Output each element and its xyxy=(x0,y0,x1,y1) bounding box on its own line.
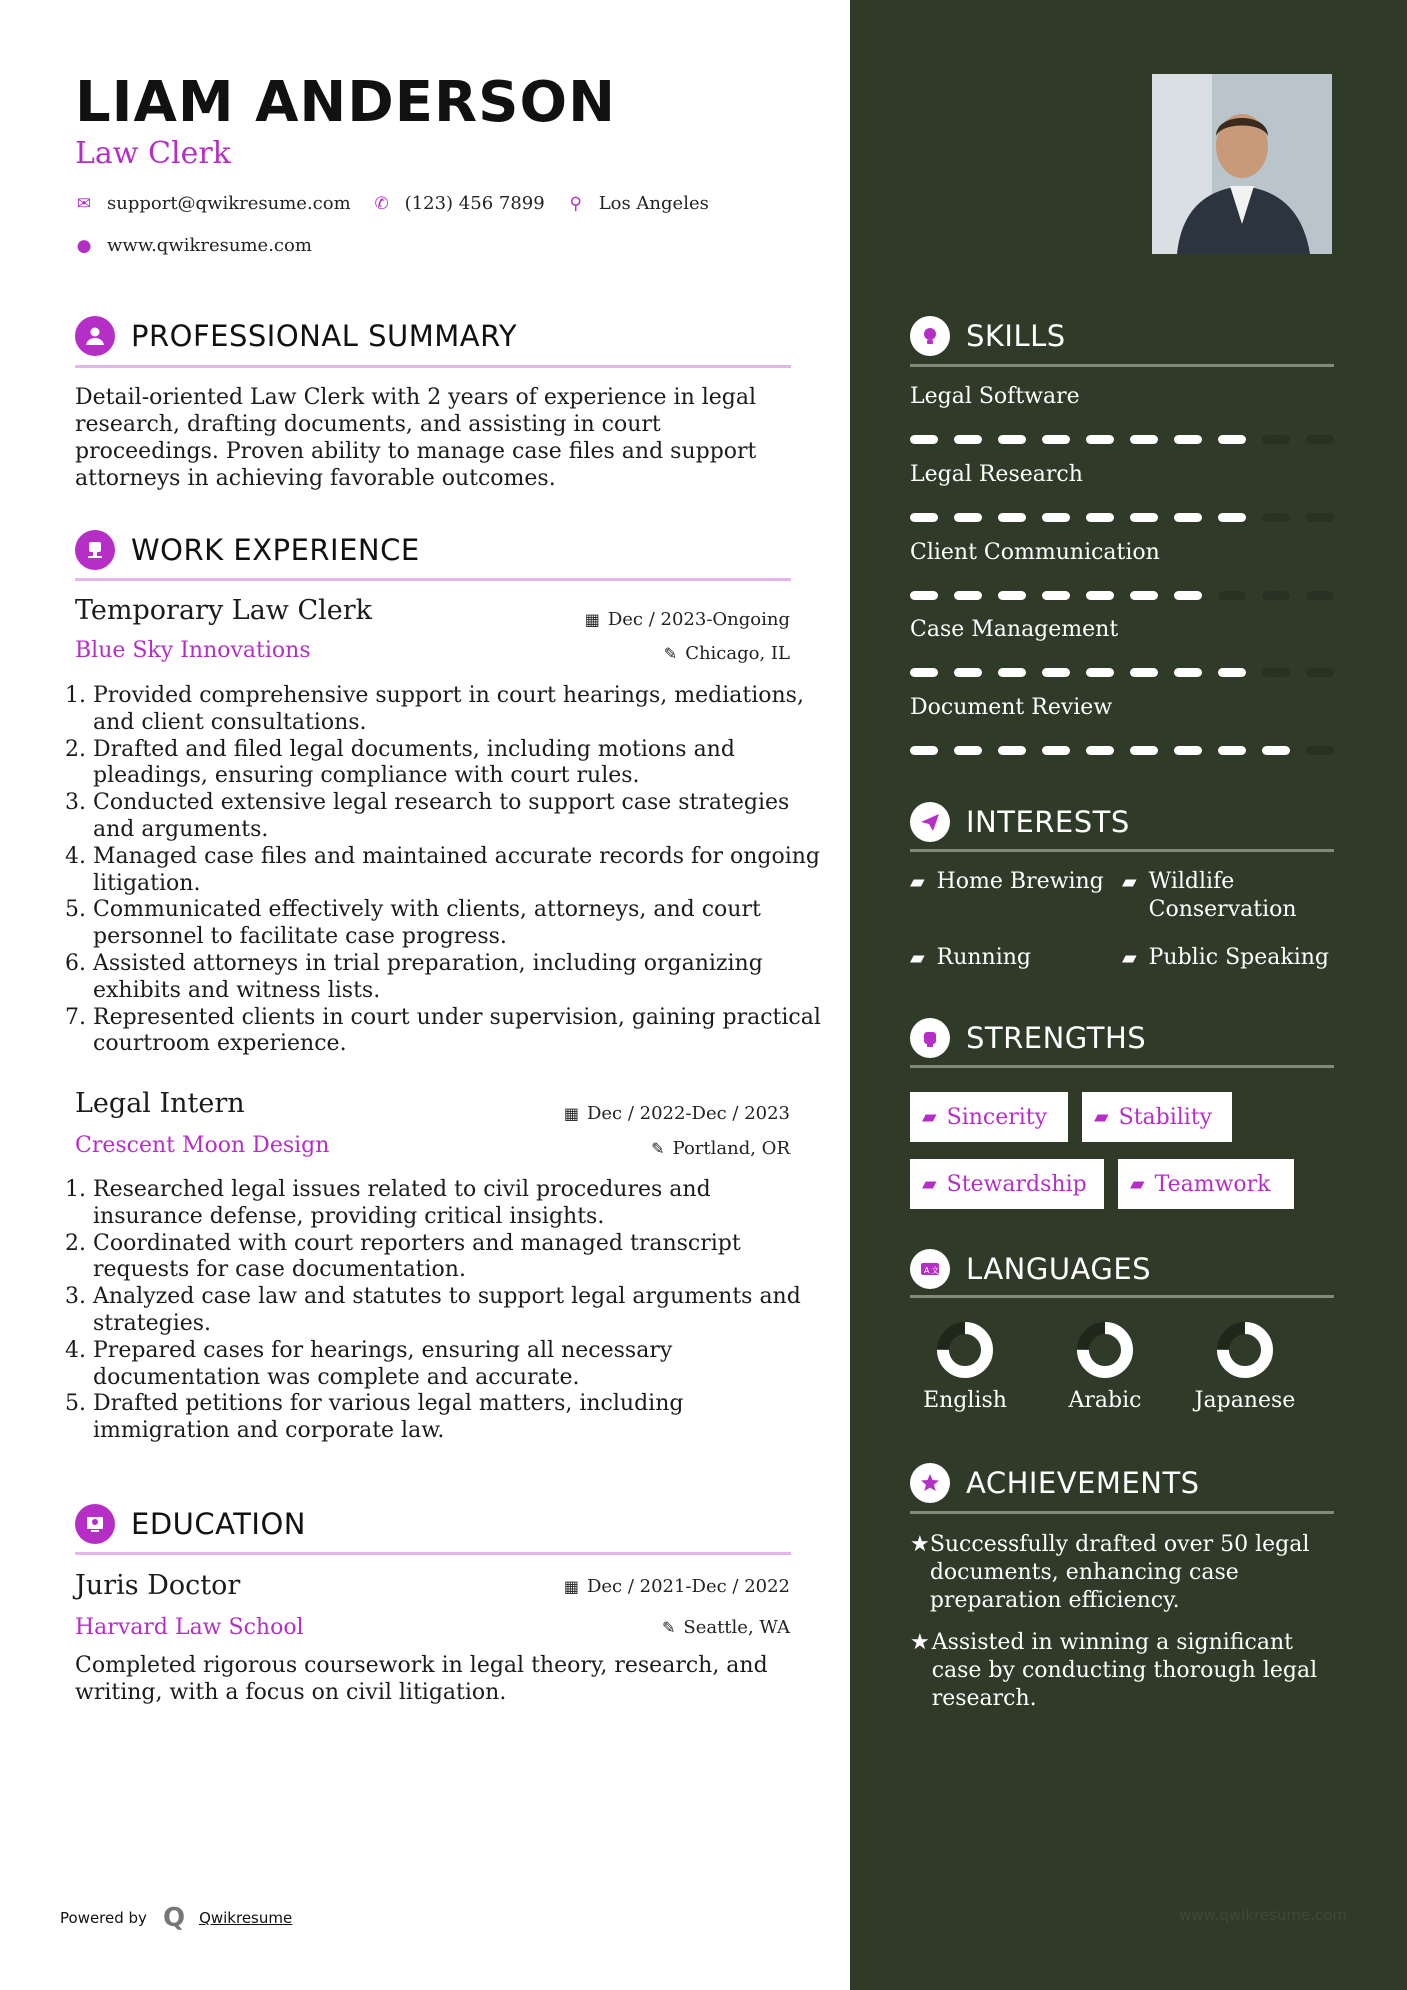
email[interactable]: support@qwikresume.com xyxy=(107,193,351,214)
list-item: 3. Conducted extensive legal research to support case strategies and arguments. xyxy=(93,790,823,844)
location-pin-icon: ⚲ xyxy=(569,193,582,214)
list-item: 3. Analyzed case law and statutes to support legal arguments and strategies. xyxy=(93,1284,823,1338)
book-icon: ▰ xyxy=(1094,1106,1109,1128)
skill-dash-filled xyxy=(1174,746,1202,755)
globe-icon: ● xyxy=(76,235,92,256)
skill-dash-filled xyxy=(1218,435,1246,444)
calendar-icon: ▦ xyxy=(563,1577,579,1596)
job-company: Crescent Moon Design xyxy=(75,1133,330,1158)
job-date: ▦ Dec / 2023-Ongoing xyxy=(584,609,790,630)
website[interactable]: www.qwikresume.com xyxy=(107,235,312,256)
language-level-ring xyxy=(1215,1320,1275,1380)
footer-site[interactable]: www.qwikresume.com xyxy=(1179,1906,1347,1924)
skill-dash-empty xyxy=(1262,668,1290,677)
user-icon xyxy=(75,316,115,356)
skill-dash-filled xyxy=(1042,513,1070,522)
education-heading xyxy=(75,1504,306,1544)
skill-dash-filled xyxy=(954,591,982,600)
languages-divider xyxy=(910,1295,1334,1298)
skill-dash-filled xyxy=(1130,591,1158,600)
skill-dash-filled xyxy=(998,513,1026,522)
list-item: 7. Represented clients in court under supervision, gaining practical courtroom experience. xyxy=(93,1005,823,1059)
skill-dash-filled xyxy=(1174,435,1202,444)
list-item: ★ Assisted in winning a significant case by conducting thorough legal research. xyxy=(910,1630,1318,1711)
skill-dash-filled xyxy=(954,746,982,755)
skill-dash-filled xyxy=(1086,435,1114,444)
skill-dash-filled xyxy=(1174,513,1202,522)
powered-label: Powered by xyxy=(60,1909,147,1927)
book-icon: ▰ xyxy=(1122,871,1137,893)
phone-icon: ✆ xyxy=(374,193,389,214)
strength-chip: ▰ Stewardship xyxy=(910,1159,1104,1209)
skill-dash-empty xyxy=(1218,591,1246,600)
skill-dash-filled xyxy=(998,746,1026,755)
interests-title: INTERESTS xyxy=(966,805,1130,839)
experience-title: WORK EXPERIENCE xyxy=(131,533,420,567)
list-item: 5. Communicated effectively with clients, attorneys, and court personnel to facilitate case progress. xyxy=(93,897,823,951)
languages-heading xyxy=(910,1249,1151,1289)
svg-text:文: 文 xyxy=(931,1266,939,1275)
calendar-icon: ▦ xyxy=(563,1104,579,1123)
education-location: ✎ Seattle, WA xyxy=(661,1617,790,1638)
strength-chip: ▰ Sincerity xyxy=(910,1092,1068,1142)
skill-dash-filled xyxy=(1086,591,1114,600)
skill-dash-filled xyxy=(1130,668,1158,677)
skills-divider xyxy=(910,364,1334,367)
strengths-title: STRENGTHS xyxy=(966,1021,1147,1055)
pushpin-icon: ✎ xyxy=(663,644,678,663)
education-title: EDUCATION xyxy=(131,1507,307,1541)
job-company: Blue Sky Innovations xyxy=(75,638,311,663)
skill-dash-filled xyxy=(1218,668,1246,677)
skill-dash-filled xyxy=(1086,513,1114,522)
book-icon: ▰ xyxy=(922,1173,937,1195)
skill-level-bar xyxy=(910,513,1334,522)
skill-name: Document Review xyxy=(910,695,1113,720)
book-icon: ▰ xyxy=(910,947,925,969)
skill-dash-filled xyxy=(998,435,1026,444)
language-item xyxy=(910,1320,1020,1413)
skill-name: Client Communication xyxy=(910,540,1160,565)
list-item: 1. Provided comprehensive support in court hearings, mediations, and client consultations. xyxy=(93,683,823,737)
achievements-title: ACHIEVEMENTS xyxy=(966,1466,1200,1500)
skill-dash-filled xyxy=(1042,746,1070,755)
skill-dash-filled xyxy=(1262,746,1290,755)
skill-dash-empty xyxy=(1262,591,1290,600)
briefcase-chair-icon xyxy=(75,530,115,570)
education-date: ▦ Dec / 2021-Dec / 2022 xyxy=(563,1576,790,1597)
list-item: 2. Coordinated with court reporters and managed transcript requests for case documentation. xyxy=(93,1231,823,1285)
qwikresume-logo-icon: Q xyxy=(162,1903,186,1933)
profile-photo xyxy=(1152,74,1332,254)
degree: Juris Doctor xyxy=(75,1570,241,1601)
job-bullets xyxy=(68,1177,823,1445)
interests-heading xyxy=(910,802,1130,842)
languages-title: LANGUAGES xyxy=(966,1252,1152,1286)
education-divider xyxy=(75,1552,791,1555)
paper-plane-icon xyxy=(910,802,950,842)
school: Harvard Law School xyxy=(75,1615,304,1640)
book-icon: ▰ xyxy=(910,871,925,893)
experience-divider xyxy=(75,578,791,581)
skill-dash-filled xyxy=(954,435,982,444)
list-item: 2. Drafted and filed legal documents, including motions and pleadings, ensuring compliance with court rules. xyxy=(93,737,823,791)
candidate-title: Law Clerk xyxy=(75,136,231,171)
skill-dash-filled xyxy=(1086,746,1114,755)
language-name: Japanese xyxy=(1194,1388,1296,1413)
skill-level-bar xyxy=(910,668,1334,677)
skill-level-bar xyxy=(910,435,1334,444)
experience-heading xyxy=(75,530,420,570)
list-item: 5. Drafted petitions for various legal matters, including immigration and corporate law. xyxy=(93,1391,823,1445)
list-item: 4. Managed case files and maintained accurate records for ongoing litigation. xyxy=(93,844,823,898)
skill-dash-empty xyxy=(1262,513,1290,522)
skill-dash-filled xyxy=(1130,435,1158,444)
skill-dash-filled xyxy=(954,513,982,522)
calendar-icon: ▦ xyxy=(584,610,600,629)
skill-dash-filled xyxy=(1174,591,1202,600)
summary-text: Detail-oriented Law Clerk with 2 years of experience in legal research, drafting documents, and assisting in court proceedings. Proven ability to manage case files and support attorneys in achieving favorable outcomes. xyxy=(75,385,757,491)
shooting-star-icon: ★ xyxy=(910,1630,930,1655)
website-row xyxy=(75,235,312,256)
list-item: ▰ Wildlife Conservation xyxy=(1122,869,1297,922)
skill-dash-empty xyxy=(1306,668,1334,677)
candidate-name: LIAM ANDERSON xyxy=(75,70,616,135)
brand-link[interactable]: Qwikresume xyxy=(199,1909,293,1927)
skill-dash-filled xyxy=(1042,435,1070,444)
list-item: ▰ Home Brewing xyxy=(910,869,1104,894)
education-text: Completed rigorous coursework in legal theory, research, and writing, with a focus on civil litigation. xyxy=(75,1653,768,1705)
powered-by xyxy=(60,1903,292,1933)
summary-divider xyxy=(75,365,791,368)
skill-dash-filled xyxy=(1042,668,1070,677)
pushpin-icon: ✎ xyxy=(661,1618,676,1637)
skill-level-bar xyxy=(910,746,1334,755)
svg-text:A: A xyxy=(924,1266,930,1275)
graduation-icon xyxy=(75,1504,115,1544)
list-item: ★ Successfully drafted over 50 legal documents, enhancing case preparation efficiency. xyxy=(910,1532,1310,1613)
skill-dash-filled xyxy=(1218,746,1246,755)
book-icon: ▰ xyxy=(922,1106,937,1128)
job-bullets xyxy=(68,683,823,1058)
skill-dash-empty xyxy=(1306,513,1334,522)
skill-dash-filled xyxy=(998,591,1026,600)
strengths-heading xyxy=(910,1018,1146,1058)
language-name: English xyxy=(923,1388,1007,1413)
job-title: Temporary Law Clerk xyxy=(75,595,373,626)
skill-dash-filled xyxy=(910,513,938,522)
skills-title: SKILLS xyxy=(966,319,1066,353)
list-item: 6. Assisted attorneys in trial preparation, including organizing exhibits and witness lists. xyxy=(93,951,823,1005)
summary-heading xyxy=(75,316,517,356)
pushpin-icon: ✎ xyxy=(651,1139,665,1158)
fist-icon xyxy=(910,1018,950,1058)
list-item: ▰ Running xyxy=(910,945,1031,970)
skill-dash-filled xyxy=(910,668,938,677)
skill-dash-empty xyxy=(1306,435,1334,444)
skills-heading xyxy=(910,316,1066,356)
skill-dash-filled xyxy=(910,746,938,755)
skill-dash-filled xyxy=(998,668,1026,677)
language-level-ring xyxy=(935,1320,995,1380)
skill-dash-filled xyxy=(910,435,938,444)
lightbulb-icon xyxy=(910,316,950,356)
list-item: ▰ Public Speaking xyxy=(1122,945,1329,970)
achievements-divider xyxy=(910,1511,1334,1514)
language-icon xyxy=(910,1249,950,1289)
sidebar xyxy=(850,0,1407,1990)
language-item xyxy=(1050,1320,1160,1413)
language-level-ring xyxy=(1075,1320,1135,1380)
language-item xyxy=(1190,1320,1300,1413)
contact-row xyxy=(75,193,709,214)
skill-dash-filled xyxy=(1218,513,1246,522)
book-icon: ▰ xyxy=(1122,947,1137,969)
skill-name: Legal Software xyxy=(910,384,1080,409)
skill-name: Case Management xyxy=(910,617,1119,642)
strength-chip: ▰ Teamwork xyxy=(1118,1159,1294,1209)
list-item: 4. Prepared cases for hearings, ensuring all necessary documentation was complete and accurate. xyxy=(93,1338,823,1392)
list-item: 1. Researched legal issues related to civil procedures and insurance defense, providing critical insights. xyxy=(93,1177,823,1231)
skill-dash-filled xyxy=(910,591,938,600)
skill-dash-empty xyxy=(1262,435,1290,444)
skill-dash-filled xyxy=(954,668,982,677)
book-icon: ▰ xyxy=(1130,1173,1145,1195)
envelope-icon: ✉ xyxy=(76,193,92,214)
skill-name: Legal Research xyxy=(910,462,1083,487)
skill-dash-empty xyxy=(1306,746,1334,755)
job-location: ✎ Portland, OR xyxy=(651,1138,790,1159)
strength-chip: ▰ Stability xyxy=(1082,1092,1232,1142)
star-badge-icon xyxy=(910,1463,950,1503)
job-title: Legal Intern xyxy=(75,1088,245,1119)
skill-level-bar xyxy=(910,591,1334,600)
skill-dash-filled xyxy=(1130,513,1158,522)
job-location: ✎ Chicago, IL xyxy=(663,643,790,664)
job-date: ▦ Dec / 2022-Dec / 2023 xyxy=(563,1103,790,1124)
phone[interactable]: (123) 456 7899 xyxy=(404,193,545,214)
skill-dash-empty xyxy=(1306,591,1334,600)
skill-dash-filled xyxy=(1086,668,1114,677)
achievements-heading xyxy=(910,1463,1200,1503)
skill-dash-filled xyxy=(1042,591,1070,600)
strengths-divider xyxy=(910,1065,1334,1068)
shooting-star-icon: ★ xyxy=(910,1532,930,1557)
interests-divider xyxy=(910,849,1334,852)
language-name: Arabic xyxy=(1068,1388,1142,1413)
location: Los Angeles xyxy=(598,193,709,214)
summary-title: PROFESSIONAL SUMMARY xyxy=(131,319,518,353)
skill-dash-filled xyxy=(1130,746,1158,755)
skill-dash-filled xyxy=(1174,668,1202,677)
